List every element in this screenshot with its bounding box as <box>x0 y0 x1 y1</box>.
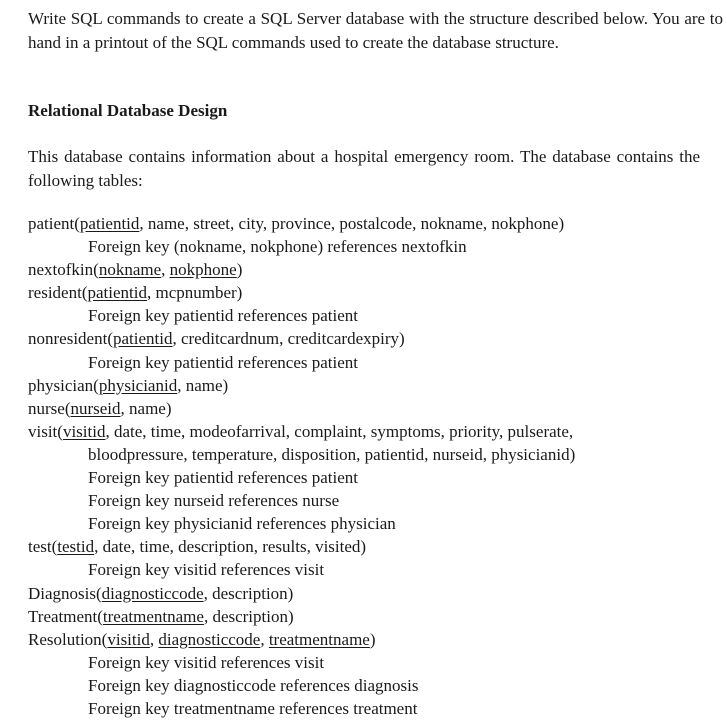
table-name: patient( <box>28 214 80 233</box>
table-name: resident( <box>28 283 88 303</box>
table-columns: , creditcardnum, creditcardexpiry) <box>172 329 405 349</box>
foreign-key-line: Foreign key visitid references visit <box>88 560 325 580</box>
primary-key: physicianid <box>98 375 178 395</box>
table-physician <box>28 374 723 397</box>
foreign-key-line: Foreign key (nokname, nokphone) references nextofkin <box>88 237 467 257</box>
foreign-key-line: Foreign key treatmentname references treatment <box>88 698 418 718</box>
separator: , <box>161 260 170 280</box>
table-columns: , name) <box>120 398 172 418</box>
table-name: test( <box>28 537 58 557</box>
foreign-key-line: Foreign key patientid references patient <box>88 306 358 326</box>
table-columns: , name) <box>177 375 229 395</box>
primary-key: treatmentname <box>102 606 204 626</box>
separator: , <box>260 629 269 649</box>
table-resolution <box>28 628 723 651</box>
table-name: Resolution( <box>28 629 108 649</box>
table-test <box>28 535 723 558</box>
primary-key: diagnosticcode <box>101 583 204 603</box>
table-name: Treatment( <box>28 606 103 626</box>
foreign-key-line: Foreign key visitid references visit <box>88 652 325 672</box>
table-nextofkin <box>28 258 723 281</box>
foreign-key-line: Foreign key diagnosticcode references diagnosis <box>88 675 419 695</box>
table-columns-continued: bloodpressure, temperature, disposition, patientid, nurseid, physicianid) <box>88 444 576 464</box>
table-name: nurse( <box>28 398 71 418</box>
primary-key: patientid <box>112 329 173 349</box>
table-columns: , mcpnumber) <box>146 283 243 303</box>
table-columns: , description) <box>203 606 294 626</box>
table-name: nonresident( <box>28 329 113 349</box>
table-columns: ) <box>236 260 243 280</box>
table-columns: , date, time, description, results, visited) <box>94 537 367 557</box>
primary-key: treatmentname <box>268 629 370 649</box>
primary-key: nokname <box>98 260 162 280</box>
separator: , <box>149 629 159 649</box>
foreign-key-line: Foreign key nurseid references nurse <box>88 491 340 511</box>
schema-list <box>28 212 723 720</box>
primary-key: nurseid <box>70 398 121 418</box>
table-name: nextofkin( <box>28 260 99 280</box>
table-nonresident <box>28 327 723 350</box>
table-name: Diagnosis( <box>28 583 102 603</box>
table-resident <box>28 281 723 304</box>
table-columns: , name, street, city, province, postalcode, nokname, nokphone) <box>139 214 565 233</box>
description-paragraph: This database contains information about a hospital emergency room. The database contains the following tables: <box>28 147 700 190</box>
table-name: visit( <box>28 421 63 441</box>
primary-key: visitid <box>62 421 106 441</box>
table-diagnosis <box>28 582 723 605</box>
foreign-key-line: Foreign key patientid references patient <box>88 352 358 372</box>
primary-key: diagnosticcode <box>158 629 261 649</box>
primary-key: patientid <box>79 214 140 233</box>
table-name: physician( <box>28 375 99 395</box>
table-patient <box>28 212 723 235</box>
foreign-key-line: Foreign key physicianid references physician <box>88 514 396 534</box>
table-columns: ) <box>369 629 376 649</box>
primary-key: visitid <box>107 629 150 649</box>
primary-key: nokphone <box>169 260 237 280</box>
intro-paragraph: Write SQL commands to create a SQL Server database with the structure described below. You are to hand in a printout of the SQL commands used to create the database structure. <box>28 9 723 52</box>
table-treatment <box>28 605 723 628</box>
section-heading: Relational Database Design <box>28 101 228 120</box>
primary-key: patientid <box>87 283 147 303</box>
table-visit <box>28 420 723 443</box>
primary-key: testid <box>57 537 95 557</box>
foreign-key-line: Foreign key patientid references patient <box>88 468 358 488</box>
table-nurse <box>28 397 723 420</box>
table-columns: , date, time, modeofarrival, complaint, symptoms, priority, pulserate, <box>105 421 574 441</box>
table-columns: , description) <box>203 583 294 603</box>
